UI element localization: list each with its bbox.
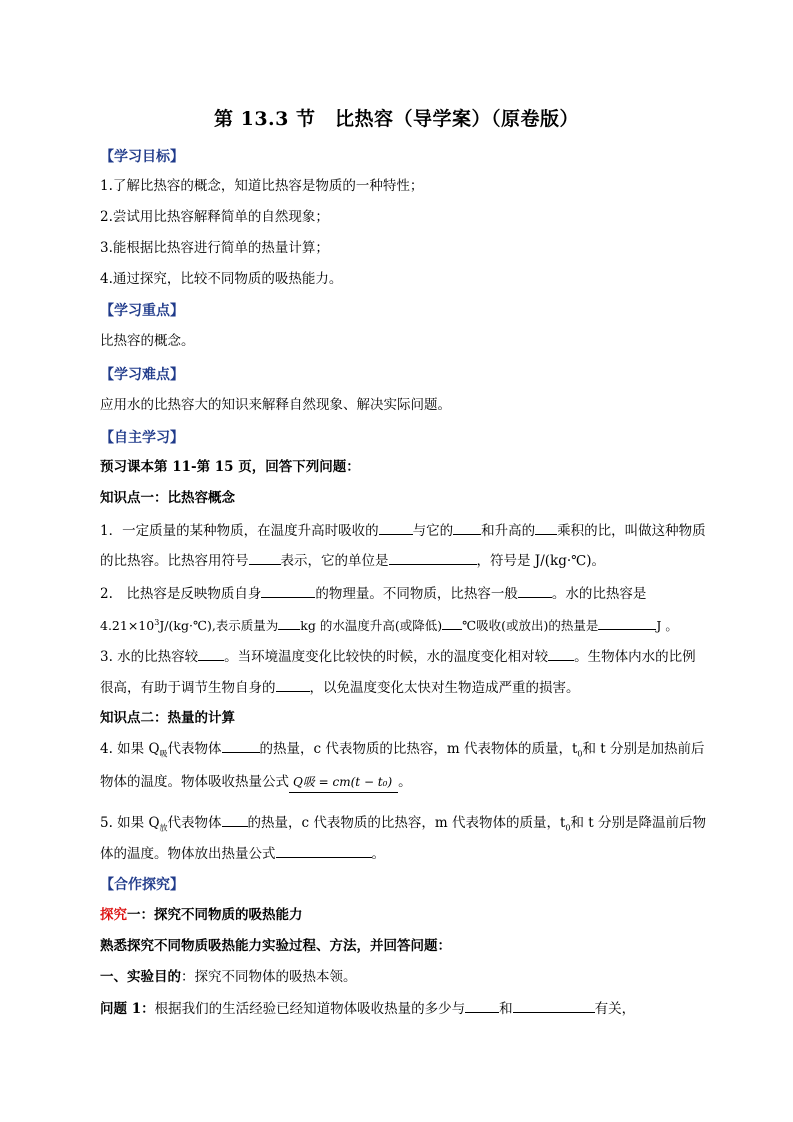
question-2-line-1: 2. 比热容是反映物质自身 的物理量。不同物质，比热容一般 。水的比热容是: [100, 583, 724, 604]
goal-item: 3.能根据比热容进行简单的热量计算；: [100, 240, 329, 256]
question-5-line-1: 5. 如果 $Q_放$代表物体 的热量，c 代表物质的比热容，m 代表物体的质量，$t_0$和 t 分别是降温前后物: [100, 812, 724, 839]
answer-blank[interactable]: [453, 520, 481, 535]
answer-blank[interactable]: [513, 998, 595, 1013]
question-3-line-2: 很高，有助于调节生物自身的 ，以免温度变化太快对生物造成严重的损害。: [100, 677, 724, 698]
heat-absorbed-formula: Q吸 = cm(t − t₀): [289, 772, 398, 793]
answer-blank[interactable]: [465, 998, 499, 1013]
answer-blank[interactable]: [278, 615, 300, 630]
goal-item: 2.尝试用比热容解释简单的自然现象；: [100, 209, 329, 225]
answer-blank[interactable]: [222, 738, 260, 753]
section-self-study-heading: 【自主学习】: [100, 430, 184, 446]
section-difficulty-heading: 【学习难点】: [100, 367, 184, 383]
answer-blank[interactable]: [261, 583, 315, 598]
question-1-line-2: 的比热容。比热容用符号 表示，它的单位是 ，符号是 J/(kg·℃)。: [100, 550, 724, 571]
section-key-heading: 【学习重点】: [100, 303, 184, 319]
preview-instruction: 预习课本第 11-第 15 页，回答下列问题：: [100, 459, 360, 475]
answer-blank[interactable]: [518, 583, 552, 598]
question-3-line-1: 3. 水的比热容较 。当环境温度变化比较快的时候，水的温度变化相对较 。生物体内水的比例: [100, 646, 724, 667]
question-5-line-2: 体的温度。物体放出热量公式 。: [100, 843, 724, 864]
section-goals-heading: 【学习目标】: [100, 149, 184, 165]
question-4-line-1: 4. 如果 $Q_吸$代表物体 的热量，c 代表物质的比热容，m 代表物体的质量，$t_0$和 t 分别是加热前后: [100, 738, 724, 765]
answer-blank[interactable]: [276, 677, 310, 692]
answer-blank[interactable]: [379, 520, 413, 535]
question-4-line-2: 物体的温度。物体吸收热量公式 Q吸 = cm(t − t₀) 。: [100, 772, 724, 793]
answer-blank[interactable]: [198, 646, 224, 661]
answer-blank[interactable]: [389, 550, 477, 565]
familiar-instruction: 熟悉探究不同物质吸热能力实验过程、方法，并回答问题：: [100, 938, 451, 954]
answer-blank[interactable]: [548, 646, 574, 661]
answer-blank[interactable]: [276, 843, 372, 858]
difficulty-text: 应用水的比热容大的知识来解释自然现象、解决实际问题。: [100, 397, 451, 413]
question-2-line-2: $4.21\times 10^3J/(kg\cdot℃)$,表示质量为 kg 的水温度升高(或降低) ℃吸收(或放出)的热量是 J 。: [100, 613, 724, 636]
problem-1: 问题 1：根据我们的生活经验已经知道物体吸收热量的多少与 和 有关，: [100, 998, 724, 1019]
explore-1-heading: 探究一：探究不同物质的吸热能力: [100, 907, 303, 923]
answer-blank[interactable]: [442, 615, 462, 630]
answer-blank[interactable]: [598, 615, 656, 630]
answer-blank[interactable]: [249, 550, 281, 565]
answer-blank[interactable]: [222, 812, 248, 827]
knowledge-point-2: 知识点二：热量的计算: [100, 710, 235, 726]
answer-blank[interactable]: [535, 520, 557, 535]
section-coop-heading: 【合作探究】: [100, 877, 184, 893]
experiment-purpose: 一、实验目的：探究不同物体的吸热本领。: [100, 969, 357, 985]
goal-item: 4.通过探究，比较不同物质的吸热能力。: [100, 271, 343, 287]
question-1-line-1: 1．一定质量的某种物质，在温度升高时吸收的 与它的 和升高的 乘积的比，叫做这种物质: [100, 520, 724, 541]
page-title: 第 13.3 节 比热容（导学案）（原卷版）: [213, 108, 579, 130]
goal-item: 1.了解比热容的概念，知道比热容是物质的一种特性；: [100, 178, 424, 194]
knowledge-point-1: 知识点一：比热容概念: [100, 490, 235, 506]
key-text: 比热容的概念。: [100, 333, 195, 349]
